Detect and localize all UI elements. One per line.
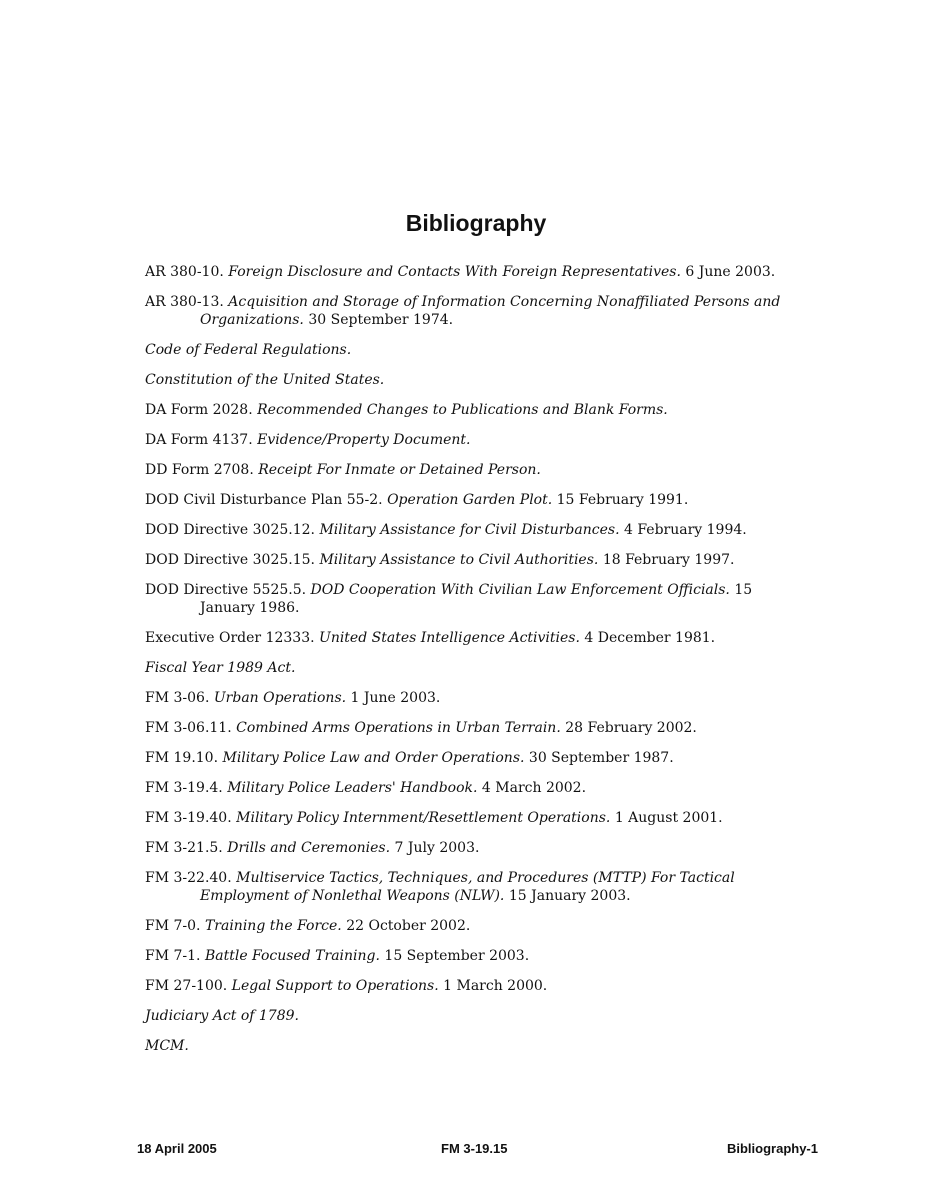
entry-title: United States Intelligence Activities.: [319, 630, 580, 646]
bibliography-entry: [145, 263, 805, 281]
entry-title: Battle Focused Training.: [204, 948, 380, 964]
entry-date: 1 March 2000.: [443, 978, 548, 994]
entry-id: DD Form 2708.: [145, 462, 254, 478]
bibliography-entry: [145, 629, 805, 647]
entry-title: Military Policy Internment/Resettlement Operations.: [236, 810, 611, 826]
entry-title: Military Police Leaders' Handbook.: [227, 780, 478, 796]
entry-date: 15 January 1986.: [200, 582, 753, 616]
entry-date: 6 June 2003.: [685, 264, 776, 280]
entry-title: Military Assistance to Civil Authorities.: [319, 552, 599, 568]
footer-publication: FM 3-19.15: [441, 1141, 508, 1156]
entry-date: 15 September 2003.: [384, 948, 530, 964]
entry-id: FM 3-21.5.: [145, 840, 223, 856]
entry-title: DOD Cooperation With Civilian Law Enforcement Officials.: [310, 582, 730, 598]
entry-title: Receipt For Inmate or Detained Person.: [258, 462, 541, 478]
entry-date: 30 September 1974.: [308, 312, 454, 328]
entry-title: Legal Support to Operations.: [231, 978, 439, 994]
entry-title: Constitution of the United States.: [145, 372, 385, 388]
entry-date: 18 February 1997.: [602, 552, 735, 568]
entry-id: DA Form 4137.: [145, 432, 253, 448]
entry-date: 28 February 2002.: [565, 720, 697, 736]
bibliography-entry: [145, 1037, 805, 1055]
entry-id: DA Form 2028.: [145, 402, 253, 418]
entry-id: FM 7-0.: [145, 918, 201, 934]
entry-id: FM 3-06.: [145, 690, 210, 706]
entry-id: FM 3-22.40.: [145, 870, 232, 886]
entry-title: Operation Garden Plot.: [387, 492, 553, 508]
entry-id: Executive Order 12333.: [145, 630, 315, 646]
bibliography-entry: [145, 719, 805, 737]
entry-id: AR 380-13.: [145, 294, 224, 310]
entry-date: 1 August 2001.: [614, 810, 723, 826]
entry-id: FM 3-19.40.: [145, 810, 232, 826]
entry-title: Judiciary Act of 1789.: [145, 1008, 299, 1024]
bibliography-entry: [145, 947, 805, 965]
bibliography-entry: [145, 809, 805, 827]
entry-title: Drills and Ceremonies.: [227, 840, 391, 856]
bibliography-entry: [145, 689, 805, 707]
entry-date: 7 July 2003.: [394, 840, 480, 856]
entry-title: Multiservice Tactics, Techniques, and Procedures (MTTP) For Tactical Employment of Nonlethal Weapons (NLW).: [200, 870, 735, 904]
entry-id: DOD Civil Disturbance Plan 55-2.: [145, 492, 383, 508]
bibliography-entry: [145, 749, 805, 767]
entry-id: FM 27-100.: [145, 978, 228, 994]
entry-title: Evidence/Property Document.: [257, 432, 471, 448]
entry-title: Fiscal Year 1989 Act.: [145, 660, 296, 676]
entry-id: FM 3-19.4.: [145, 780, 223, 796]
footer-date: 18 April 2005: [137, 1141, 217, 1156]
entry-title: Military Police Law and Order Operations.: [222, 750, 525, 766]
bibliography-entry: [145, 461, 805, 479]
bibliography-entry: [145, 371, 805, 389]
entry-title: Urban Operations.: [213, 690, 347, 706]
entry-title: Training the Force.: [204, 918, 342, 934]
bibliography-entry: [145, 293, 805, 329]
bibliography-entry: [145, 977, 805, 995]
entry-date: 22 October 2002.: [346, 918, 471, 934]
entry-date: 15 February 1991.: [556, 492, 689, 508]
entry-title: MCM.: [145, 1038, 189, 1054]
entry-date: 15 January 2003.: [508, 888, 631, 904]
bibliography-entry: [145, 869, 805, 905]
entry-date: 1 June 2003.: [350, 690, 441, 706]
bibliography-entry: [145, 551, 805, 569]
entry-id: DOD Directive 3025.15.: [145, 552, 315, 568]
bibliography-entry: [145, 839, 805, 857]
entry-id: DOD Directive 3025.12.: [145, 522, 315, 538]
entry-id: FM 3-06.11.: [145, 720, 232, 736]
bibliography-entry: [145, 341, 805, 359]
bibliography-entry: [145, 1007, 805, 1025]
entry-title: Combined Arms Operations in Urban Terrain.: [236, 720, 561, 736]
entry-title: Acquisition and Storage of Information Concerning Nonaffiliated Persons and Organizations.: [200, 294, 781, 328]
footer-page-number: Bibliography-1: [726, 1141, 818, 1156]
entry-date: 4 March 2002.: [481, 780, 587, 796]
entry-id: FM 19.10.: [145, 750, 219, 766]
entry-date: 4 February 1994.: [623, 522, 747, 538]
bibliography-entry: [145, 659, 805, 677]
entry-date: 4 December 1981.: [584, 630, 716, 646]
page-title: Bibliography: [405, 210, 547, 236]
bibliography-list: [145, 263, 805, 1067]
entry-id: AR 380-10.: [145, 264, 224, 280]
entry-date: 30 September 1987.: [528, 750, 674, 766]
bibliography-entry: [145, 581, 805, 617]
entry-title: Military Assistance for Civil Disturbances.: [319, 522, 620, 538]
bibliography-entry: [145, 431, 805, 449]
entry-title: Code of Federal Regulations.: [145, 342, 352, 358]
entry-id: DOD Directive 5525.5.: [145, 582, 307, 598]
bibliography-entry: [145, 779, 805, 797]
bibliography-entry: [145, 917, 805, 935]
entry-id: FM 7-1.: [145, 948, 201, 964]
bibliography-entry: [145, 401, 805, 419]
bibliography-entry: [145, 521, 805, 539]
entry-title: Recommended Changes to Publications and Blank Forms.: [257, 402, 668, 418]
bibliography-entry: [145, 491, 805, 509]
entry-title: Foreign Disclosure and Contacts With Foreign Representatives.: [228, 264, 681, 280]
